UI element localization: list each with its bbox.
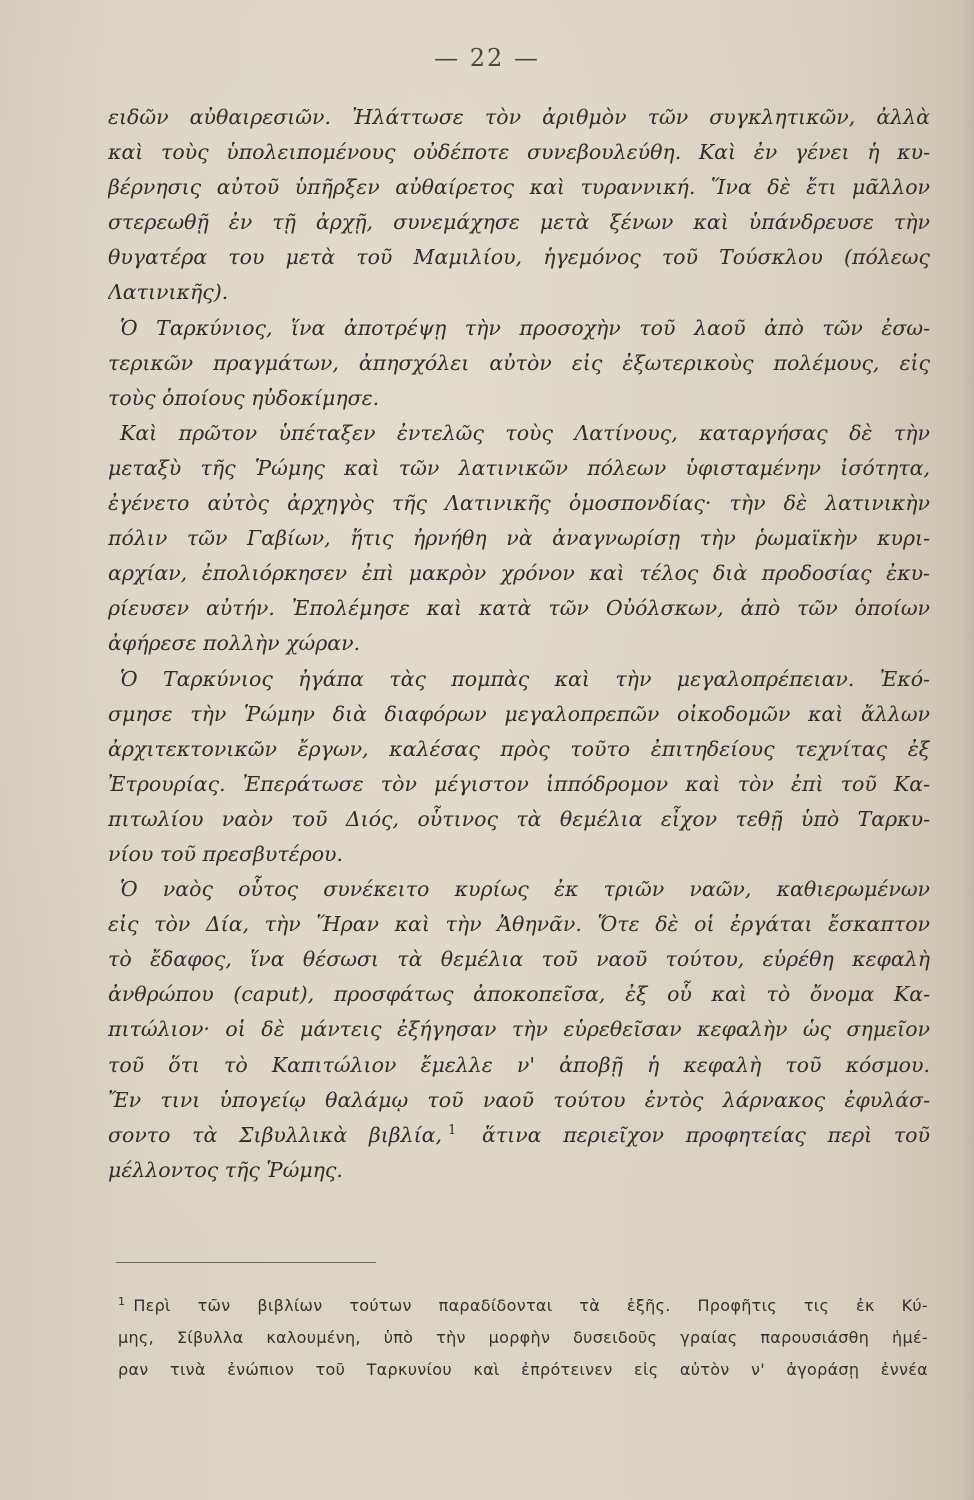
footnote-line: μης, Σίβυλλα καλουμένη, ὑπὸ τὴν μορφὴν δυσειδοῦς γραίας παρουσιάσθη ἡμέ-	[118, 1328, 928, 1347]
page-edge-shadow	[960, 0, 974, 1500]
text-line: πιτωλίου ναὸν τοῦ Διός, οὗτινος τὰ θεμέλια εἶχον τεθῇ ὑπὸ Ταρκυ-	[108, 806, 930, 831]
text-line: τοὺς ὁποίους ηὐδοκίμησε.	[108, 385, 380, 410]
text-line: Ὁ ναὸς οὗτος συνέκειτο κυρίως ἐκ τριῶν ναῶν, καθιερωμένων	[120, 877, 930, 902]
text-line: μεταξὺ τῆς Ῥώμης καὶ τῶν λατινικῶν πόλεων ὑφισταμένην ἰσότητα,	[108, 455, 930, 480]
text-line: τὸ ἔδαφος, ἵνα θέσωσι τὰ θεμέλια τοῦ ναοῦ τούτου, εὑρέθη κεφαλὴ	[108, 947, 930, 972]
text-line: πόλιν τῶν Γαβίων, ἥτις ἠρνήθη νὰ ἀναγνωρίσῃ τὴν ῥωμαϊκὴν κυρι-	[108, 526, 930, 551]
text-line: Ἐτρουρίας. Ἐπεράτωσε τὸν μέγιστον ἱππόδρομον καὶ τὸν ἐπὶ τοῦ Κα-	[108, 771, 930, 796]
text-line: σμησε τὴν Ῥώμην διὰ διαφόρων μεγαλοπρεπῶν οἰκοδομῶν καὶ ἄλλων	[108, 701, 930, 726]
text-line: ἀνθρώπου (caput), προσφάτως ἀποκοπεῖσα, ἐξ οὗ καὶ τὸ ὄνομα Κα-	[108, 982, 930, 1007]
text-line: τερικῶν πραγμάτων, ἀπησχόλει αὐτὸν εἰς ἐξωτερικοὺς πολέμους, εἰς	[108, 350, 930, 375]
text-line: ἀφήρεσε πολλὴν χώραν.	[108, 631, 361, 656]
text-line: ἀρχιτεκτονικῶν ἔργων, καλέσας πρὸς τοῦτο ἐπιτηδείους τεχνίτας ἐξ	[108, 736, 930, 761]
text-line: πιτώλιον· οἱ δὲ μάντεις ἐξήγησαν τὴν εὑρεθεῖσαν κεφαλὴν ὡς σημεῖον	[108, 1017, 930, 1042]
body-text	[108, 100, 930, 1188]
text-line: στερεωθῇ ἐν τῇ ἀρχῇ, συνεμάχησε μετὰ ξένων καὶ ὑπάνδρευσε τὴν	[108, 210, 930, 235]
text-line: αρχίαν, ἐπολιόρκησεν ἐπὶ μακρὸν χρόνον καὶ τέλος διὰ προδοσίας ἐκυ-	[108, 561, 930, 586]
text-line: τοῦ ὅτι τὸ Καπιτώλιον ἔμελλε ν' ἀποβῇ ἡ κεφαλὴ τοῦ κόσμου.	[108, 1052, 930, 1077]
text-line: Καὶ πρῶτον ὑπέταξεν ἐντελῶς τοὺς Λατίνους, καταργήσας δὲ τὴν	[120, 420, 930, 445]
footnote-line: $^1$ Περὶ τῶν βιβλίων τούτων παραδίδονται τὰ ἑξῆς. Προφῆτις τις ἐκ Κύ-	[118, 1294, 928, 1315]
text-line: βέρνησις αὐτοῦ ὑπῆρξεν αὐθαίρετος καὶ τυραννική. Ἵνα δὲ ἔτι μᾶλλον	[108, 175, 930, 200]
page-number: — 22 —	[434, 44, 540, 72]
text-line: σοντο τὰ Σιβυλλικὰ βιβλία, $^1$ ἅτινα περιεῖχον προφητείας περὶ τοῦ	[108, 1122, 930, 1147]
footnote-mark: 1	[118, 1294, 126, 1308]
text-line: ἐγένετο αὐτὸς ἀρχηγὸς τῆς Λατινικῆς ὁμοσπονδίας· τὴν δὲ λατινικὴν	[108, 491, 930, 516]
text-line: νίου τοῦ πρεσβυτέρου.	[108, 841, 344, 866]
text-line: εἰς τὸν Δία, τὴν Ἥραν καὶ τὴν Ἀθηνᾶν. Ὅτε δὲ οἱ ἐργάται ἔσκαπτον	[108, 912, 930, 937]
text-line: μέλλοντος τῆς Ῥώμης.	[108, 1157, 343, 1182]
footnote-divider	[116, 1262, 376, 1263]
text-line: ρίευσεν αὐτήν. Ἐπολέμησε καὶ κατὰ τῶν Οὐόλσκων, ἀπὸ τῶν ὁποίων	[108, 596, 930, 621]
text-line: Ἔν τινι ὑπογείῳ θαλάμῳ τοῦ ναοῦ τούτου ἐντὸς λάρνακος ἐφυλάσ-	[108, 1087, 930, 1112]
footnote-reference: 1	[448, 1122, 457, 1138]
text-line: θυγατέρα του μετὰ τοῦ Μαμιλίου, ἡγεμόνος τοῦ Τούσκλου (πόλεως	[108, 245, 930, 270]
text-line: καὶ τοὺς ὑπολειπομένους οὐδέποτε συνεβουλεύθη. Καὶ ἐν γένει ἡ κυ-	[108, 140, 930, 165]
text-line: Ὁ Ταρκύνιος, ἵνα ἀποτρέψῃ τὴν προσοχὴν τοῦ λαοῦ ἀπὸ τῶν ἐσω-	[120, 315, 930, 340]
text-line: ειδῶν αὐθαιρεσιῶν. Ἠλάττωσε τὸν ἀριθμὸν τῶν συγκλητικῶν, ἀλλὰ	[108, 105, 930, 129]
footnote	[118, 1290, 928, 1386]
text-line: Ὁ Ταρκύνιος ἠγάπα τὰς πομπὰς καὶ τὴν μεγαλοπρέπειαν. Ἐκό-	[120, 666, 930, 691]
footnote-line: ραν τινὰ ἐνώπιον τοῦ Ταρκυνίου καὶ ἐπρότεινεν εἰς αὐτὸν ν' ἀγοράσῃ ἐννέα	[118, 1360, 928, 1379]
text-line: Λατινικῆς).	[108, 280, 229, 305]
